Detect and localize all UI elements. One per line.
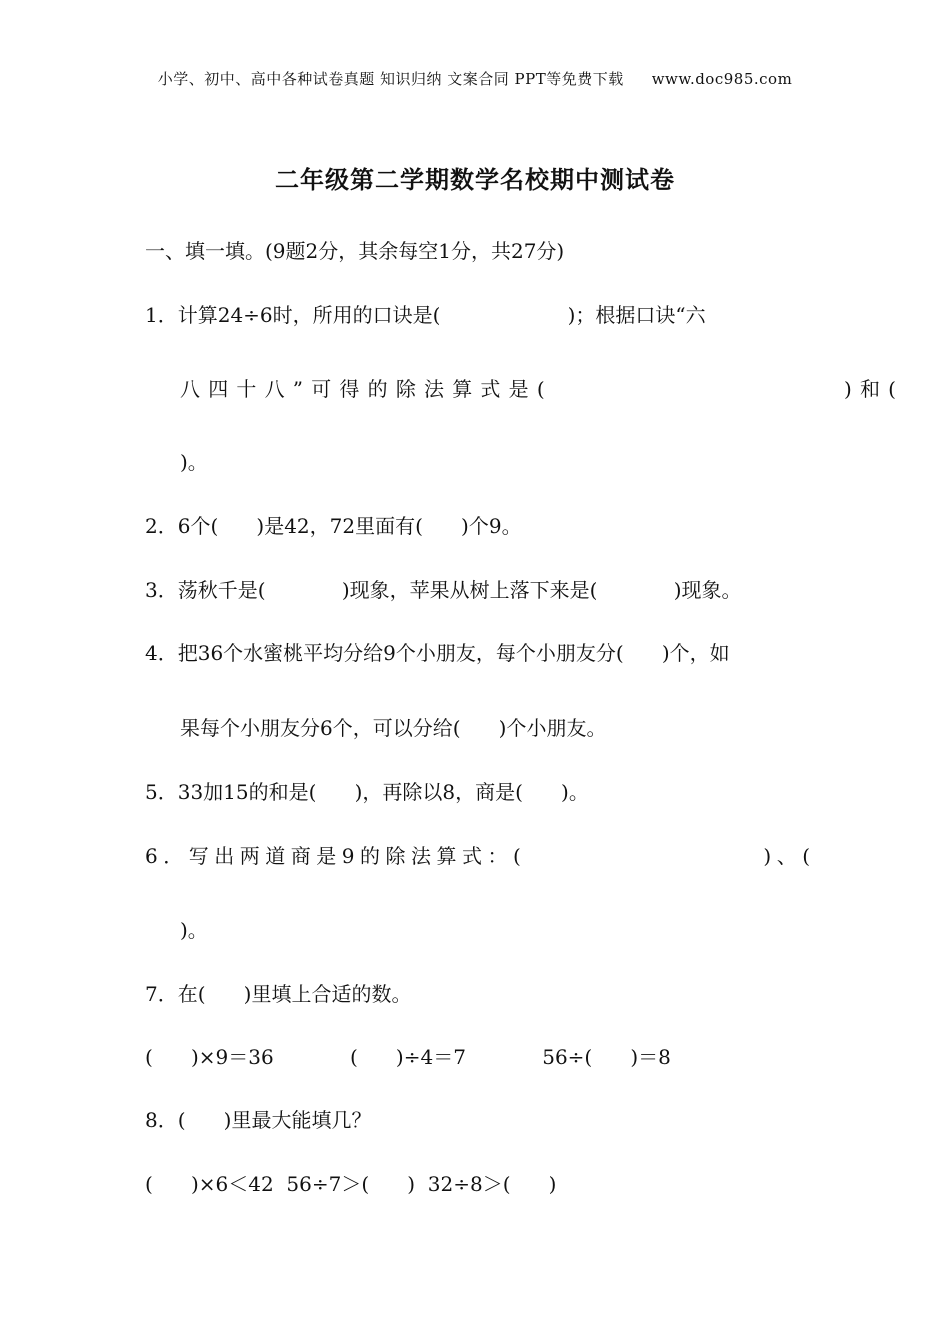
question-4-line-1: 4．把36个水蜜桃平均分给9个小朋友，每个小朋友分( )个，如 bbox=[145, 641, 730, 665]
question-3: 3．荡秋千是( )现象，苹果从树上落下来是( )现象。 bbox=[145, 578, 742, 602]
question-1-line-3: )。 bbox=[180, 450, 208, 474]
section-heading: 一、填一填。(9题2分，其余每空1分，共27分) bbox=[145, 239, 565, 263]
question-8-items: ( )×6＜42 56÷7＞( ) 32÷8＞( ) bbox=[145, 1172, 557, 1196]
question-6-line-1: 6．写出两道商是9的除法算式：( )、( bbox=[145, 844, 816, 868]
question-1-line-1: 1．计算24÷6时，所用的口诀是( )；根据口诀“六 bbox=[145, 303, 706, 327]
page-title: 二年级第二学期数学名校期中测试卷 bbox=[275, 166, 675, 194]
question-7-items: ( )×9＝36 ( )÷4＝7 56÷( )＝8 bbox=[145, 1045, 671, 1069]
question-5: 5．33加15的和是( )，再除以8，商是( )。 bbox=[145, 780, 589, 804]
question-1-line-2: 八四十八”可得的除法算式是( )和( bbox=[180, 377, 905, 401]
question-4-line-2: 果每个小朋友分6个，可以分给( )个小朋友。 bbox=[180, 716, 607, 740]
page-header bbox=[0, 68, 950, 89]
question-8: 8．( )里最大能填几？ bbox=[145, 1108, 372, 1132]
question-2: 2．6个( )是42，72里面有( )个9。 bbox=[145, 514, 522, 538]
header-site-link[interactable]: www.doc985.com bbox=[651, 70, 793, 88]
question-6-line-2: )。 bbox=[180, 918, 208, 942]
header-text: 小学、初中、高中各种试卷真题 知识归纳 文案合同 PPT等免费下载 bbox=[157, 70, 624, 88]
question-7: 7．在( )里填上合适的数。 bbox=[145, 982, 412, 1006]
